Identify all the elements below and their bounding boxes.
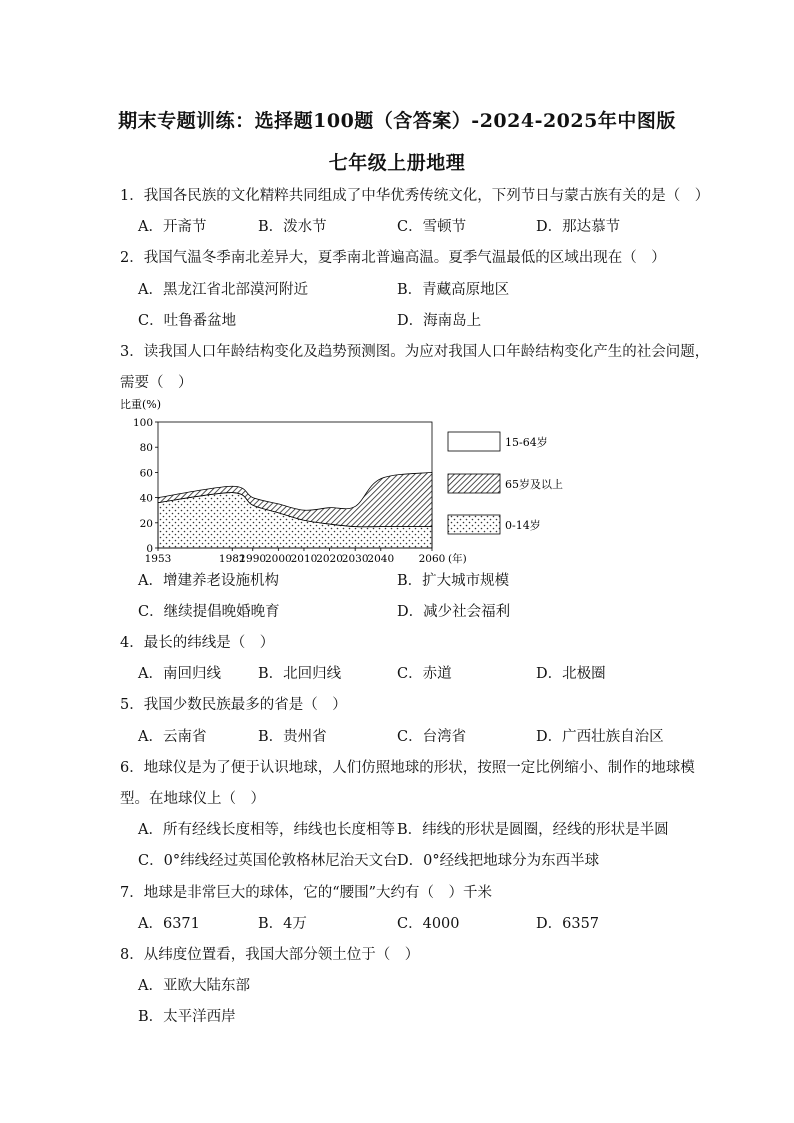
question-7-option-d[interactable]: D．6357 [536,916,600,932]
legend-swatch [448,515,500,534]
x-tick-label: 2030 [341,553,369,565]
question-4-option-b[interactable]: B．北回归线 [258,666,342,682]
question-4-stem: 4．最长的纬线是（ ） [120,635,275,651]
y-tick-label: 0 [146,543,153,555]
question-2-option-b[interactable]: B．青藏高原地区 [397,282,510,298]
question-3-option-a[interactable]: A．增建养老设施机构 [138,573,279,589]
x-tick-label: 1953 [144,553,172,565]
x-tick-label: 2060 [418,553,446,565]
question-7-stem: 7．地球是非常巨大的球体，它的“腰围”大约有（ ）千米 [120,885,493,901]
page-title: 期末专题训练：选择题100题（含答案）-2024-2025年中图版 [118,110,676,132]
question-7-option-b[interactable]: B．4万 [258,916,307,932]
plot-area [133,417,467,565]
x-tick-label: 1990 [239,553,267,565]
y-tick-label: 60 [139,467,153,480]
y-tick-label: 20 [139,517,153,530]
x-tick-label: 2040 [367,553,395,565]
page-subtitle: 七年级上册地理 [328,152,466,174]
legend-swatch [448,474,500,493]
question-6-option-a[interactable]: A．所有经线长度相等，纬线也长度相等 [138,822,395,838]
question-6-option-b[interactable]: B．纬线的形状是圆圈，经线的形状是半圆 [397,822,669,838]
question-8-stem: 8．从纬度位置看，我国大部分领土位于（ ） [120,947,420,963]
x-tick-label: 2020 [316,553,343,565]
question-3-stem: 3．读我国人口年龄结构变化及趋势预测图。为应对我国人口年龄结构变化产生的社会问题， [120,344,710,360]
question-4-option-a[interactable]: A．南回归线 [138,666,221,682]
y-tick-label: 100 [132,417,153,429]
question-6-option-c[interactable]: C．0°纬线经过英国伦敦格林尼治天文台 [138,853,398,869]
y-axis-label: 比重(%) [120,398,162,411]
question-1-option-b[interactable]: B．泼水节 [258,219,327,235]
question-5-option-a[interactable]: A．云南省 [138,729,207,745]
question-6-option-d[interactable]: D．0°经线把地球分为东西半球 [397,853,600,869]
question-5-option-c[interactable]: C．台湾省 [397,729,467,745]
question-7-option-a[interactable]: A．6371 [138,916,200,932]
question-1-option-a[interactable]: A．开斋节 [138,219,207,235]
legend-swatch [448,432,500,451]
question-3-stem-cont: 需要（ ） [120,375,193,391]
question-6-stem-cont: 型。在地球仪上（ ） [120,791,265,807]
x-tick-label: 2000 [264,553,292,565]
question-1-option-d[interactable]: D．那达慕节 [536,219,621,235]
question-4-option-c[interactable]: C．赤道 [397,666,452,682]
question-5-option-d[interactable]: D．广西壮族自治区 [536,729,664,745]
question-6-stem: 6．地球仪是为了便于认识地球，人们仿照地球的形状，按照一定比例缩小、制作的地球模 [120,760,695,776]
question-8-option-a[interactable]: A．亚欧大陆东部 [138,978,250,994]
question-2-option-c[interactable]: C．吐鲁番盆地 [138,313,237,329]
question-2-option-d[interactable]: D．海南岛上 [397,313,482,329]
question-1-stem: 1．我国各民族的文化精粹共同组成了中华优秀传统文化，下列节日与蒙古族有关的是（ ） [120,188,710,204]
question-2-option-a[interactable]: A．黑龙江省北部漠河附近 [138,282,308,298]
y-tick-label: 80 [139,442,153,455]
x-tick-label: 2010 [290,553,318,565]
chart-legend [448,432,563,534]
question-3-option-b[interactable]: B．扩大城市规模 [397,573,510,589]
question-8-option-b[interactable]: B．太平洋西岸 [138,1009,236,1025]
question-1-option-c[interactable]: C．雪顿节 [397,219,467,235]
population-structure-chart [120,395,563,567]
question-4-option-d[interactable]: D．北极圈 [536,666,606,682]
legend-label: 0-14岁 [505,519,541,532]
question-2-stem: 2．我国气温冬季南北差异大，夏季南北普遍高温。夏季气温最低的区域出现在（ ） [120,250,666,266]
question-3-option-d[interactable]: D．减少社会福利 [397,604,511,620]
legend-label: 15-64岁 [505,436,548,449]
legend-label: 65岁及以上 [505,478,563,491]
question-5-stem: 5．我国少数民族最多的省是（ ） [120,697,347,713]
y-tick-label: 40 [139,492,153,505]
question-5-option-b[interactable]: B．贵州省 [258,729,327,745]
question-7-option-c[interactable]: C．4000 [397,916,460,932]
x-axis-unit-label: (年) [448,553,467,565]
question-3-option-c[interactable]: C．继续提倡晚婚晚育 [138,604,280,620]
x-tick-label: 1982 [218,553,246,565]
